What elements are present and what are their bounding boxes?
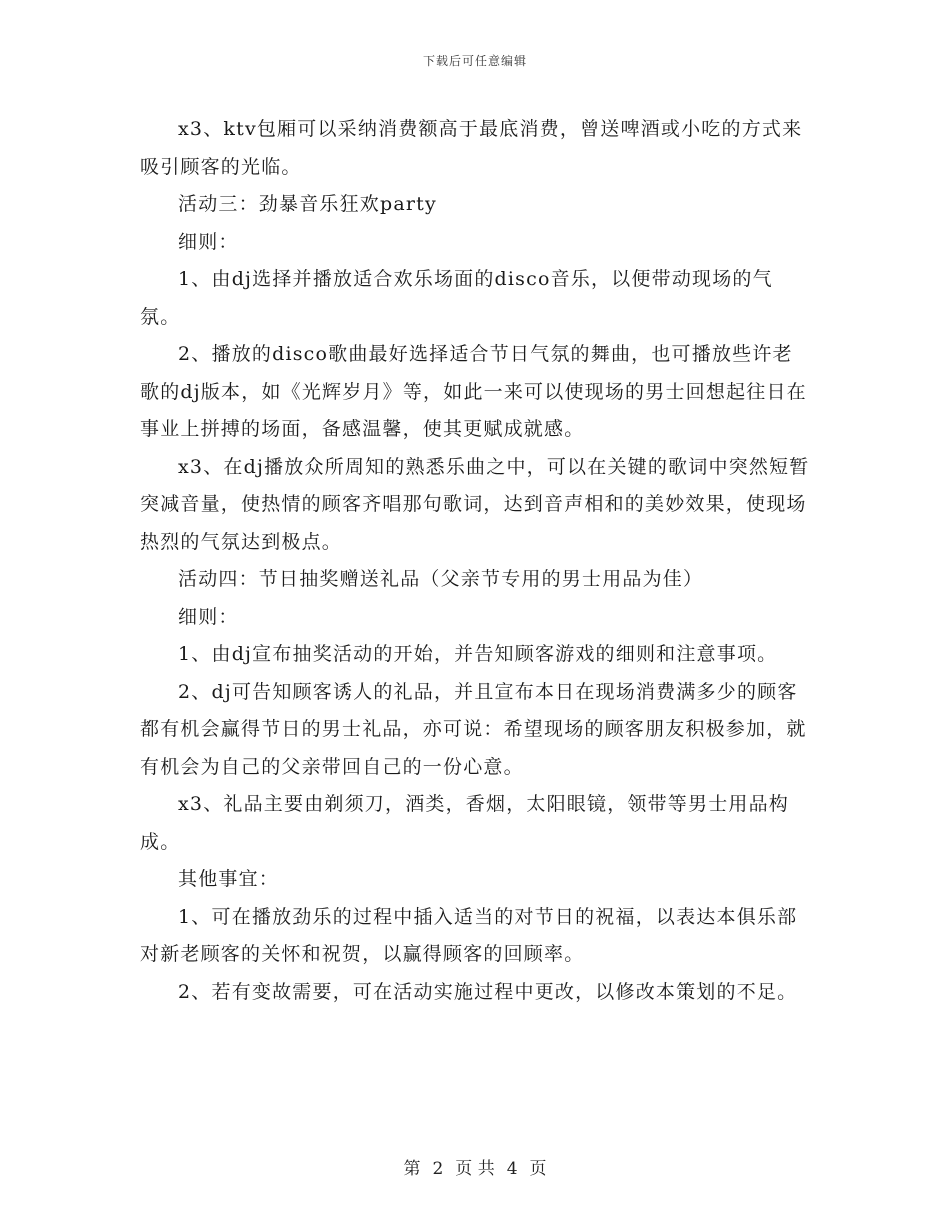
paragraph: 1、由dj宣布抽奖活动的开始，并告知顾客游戏的细则和注意事项。 — [178, 643, 778, 665]
footer-prefix: 第 — [403, 1159, 421, 1179]
footer-mid: 页 共 — [455, 1159, 495, 1179]
document-body — [140, 111, 810, 1011]
page-number-total: 4 — [506, 1159, 518, 1179]
page-header-note: 下载后可任意编辑 — [422, 54, 527, 68]
paragraph: x3、礼品主要由剃须刀，酒类，香烟，太阳眼镜，领带等男士用品构成。 — [140, 793, 790, 853]
paragraph: 2、dj可告知顾客诱人的礼品，并且宣布本日在现场消费满多少的顾客都有机会赢得节日的男士礼品，亦可说：希望现场的顾客朋友积极参加，就有机会为自己的父亲带回自己的一份心意。 — [140, 680, 807, 778]
section-heading-other-matters: 其他事宜： — [178, 868, 280, 890]
paragraph: 1、由dj选择并播放适合欢乐场面的disco音乐，以便带动现场的气氛。 — [140, 268, 773, 328]
page-footer — [0, 1154, 950, 1179]
paragraph: 2、播放的disco歌曲最好选择适合节日气氛的舞曲，也可播放些许老歌的dj版本，如《光辉岁月》等，如此一来可以使现场的男士回想起往日在事业上拼搏的场面，备感温馨，使其更赋成就感。 — [140, 343, 807, 440]
footer-suffix: 页 — [529, 1159, 547, 1179]
paragraph: x3、ktv包厢可以采纳消费额高于最底消费，曾送啤酒或小吃的方式来吸引顾客的光临。 — [140, 118, 803, 178]
page-number-current: 2 — [432, 1159, 444, 1179]
rules-label: 细则： — [178, 605, 239, 628]
paragraph: x3、在dj播放众所周知的熟悉乐曲之中，可以在关键的歌词中突然短暂突减音量，使热情的顾客齐唱那句歌词，达到音声相和的美妙效果，使现场热烈的气氛达到极点。 — [140, 455, 810, 553]
section-heading-activity-3: 活动三：劲暴音乐狂欢party — [178, 193, 437, 215]
rules-label: 细则： — [178, 230, 239, 253]
section-heading-activity-4: 活动四：节日抽奖赠送礼品（父亲节专用的男士用品为佳） — [178, 568, 704, 590]
paragraph: 2、若有变故需要，可在活动实施过程中更改，以修改本策划的不足。 — [178, 980, 798, 1003]
paragraph: 1、可在播放劲乐的过程中插入适当的对节日的祝福，以表达本俱乐部对新老顾客的关怀和祝贺，以赢得顾客的回顾率。 — [140, 905, 798, 965]
